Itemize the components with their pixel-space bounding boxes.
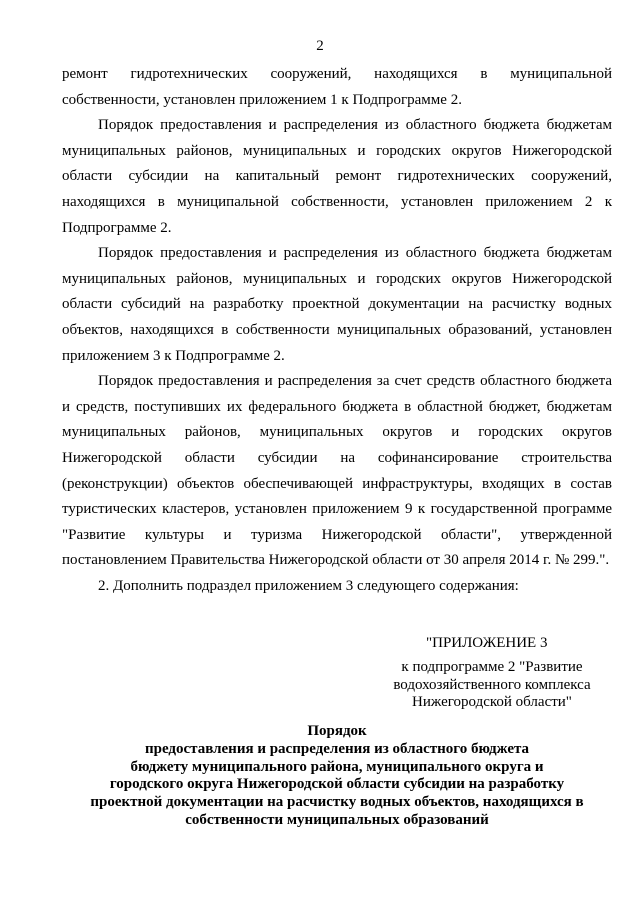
paragraph-5: 2. Дополнить подраздел приложением 3 следующего содержания: <box>98 577 519 594</box>
appendix-subtitle-line: водохозяйственного комплекса <box>393 676 591 693</box>
title-line: Порядок <box>307 723 367 739</box>
paragraph-4: Порядок предоставления и распределения за счет средств областного бюджета и средств, поступивших их федерального бюджета в областной бюджет, бюджетам муниципальных районов, муниципальных округов и городских округов Нижегородской области субсидии на софинансирование строительства (реконструкции) объектов обеспечивающей инфраструктуры, входящих в состав туристических кластеров, установлен приложением 9 к государственной программе "Развитие культуры и туризма Нижегородской области", утвержденной постановлением Правительства Нижегородской области от 30 апреля 2014 г. № 299.". <box>62 373 612 569</box>
paragraph-2: Порядок предоставления и распределения из областного бюджета бюджетам муниципальных районов, муниципальных и городских округов Нижегородской области субсидии на капитальный ремонт гидротехнических сооружений, находящихся в муниципальной собственности, установлен приложением 2 к Подпрограмме 2. <box>62 117 612 236</box>
paragraph-3: Порядок предоставления и распределения из областного бюджета бюджетам муниципальных районов, муниципальных и городских округов Нижегородской области субсидий на разработку проектной документации на расчистку водных объектов, находящихся в собственности муниципальных образований, установлен приложением 3 к Подпрограмме 2. <box>62 245 612 364</box>
appendix-subtitle-line: Нижегородской области" <box>412 694 572 710</box>
title-line: предоставления и распределения из областного бюджета <box>144 740 530 757</box>
title-line: бюджету муниципального района, муниципального округа и <box>130 758 544 775</box>
body-text <box>62 62 612 599</box>
appendix-subtitle <box>372 659 612 712</box>
title-line: собственности муниципальных образований <box>185 811 489 828</box>
appendix-subtitle-line: к подпрограмме 2 "Развитие <box>401 659 583 675</box>
title-line: проектной документации на расчистку водных объектов, находящихся в <box>90 794 584 811</box>
page-number: 2 <box>316 38 324 54</box>
paragraph-1: ремонт гидротехнических сооружений, находящихся в муниципальной собственности, установлен приложением 1 к Подпрограмме 2. <box>62 66 612 108</box>
appendix-heading: "ПРИЛОЖЕНИЕ 3 <box>426 635 548 651</box>
title-line: городского округа Нижегородской области субсидии на разработку <box>109 776 565 793</box>
document-title <box>62 723 612 830</box>
